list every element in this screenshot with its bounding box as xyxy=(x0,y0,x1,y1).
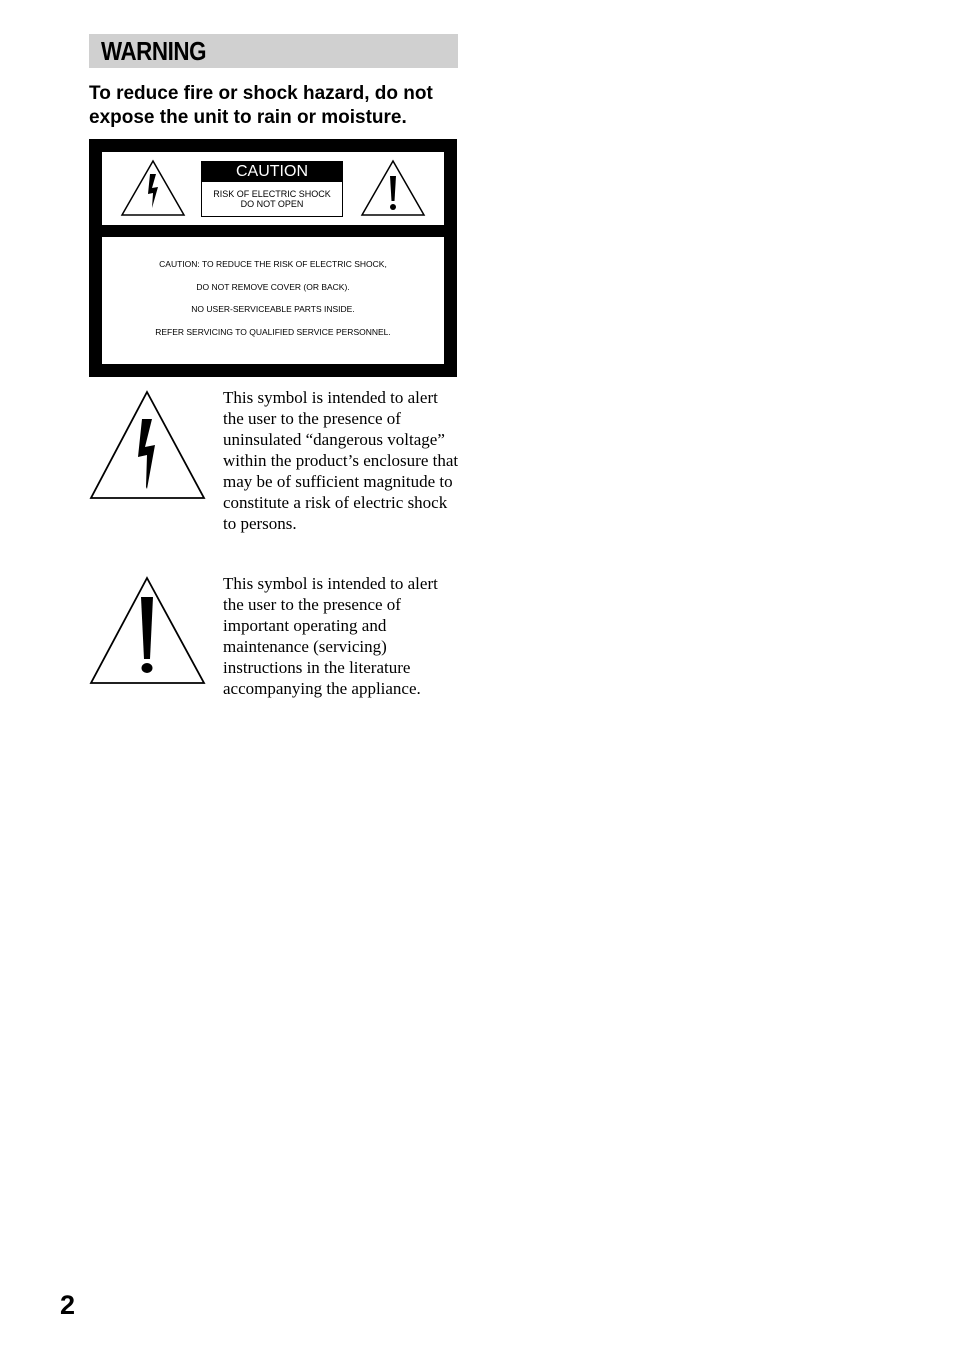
caution-label-title: CAUTION xyxy=(202,162,342,182)
caution-panel-bottom xyxy=(102,237,444,364)
caution-sub-line-2: DO NOT OPEN xyxy=(240,199,304,209)
caution-sub-line-1: RISK OF ELECTRIC SHOCK xyxy=(213,189,331,199)
lightning-triangle-icon xyxy=(119,158,187,218)
page-number: 2 xyxy=(60,1290,76,1320)
lightning-triangle-icon xyxy=(89,389,207,501)
symbol-description-exclamation xyxy=(89,573,469,703)
warning-header-bar xyxy=(89,34,458,68)
caution-panel xyxy=(89,139,457,377)
lightning-symbol-description: This symbol is intended to alert the user to the presence of uninsulated “dangerous voltage” within the product’s enclosure that may be of sufficient magnitude to constitute a risk of electric shock to persons. xyxy=(223,388,459,533)
warning-title: WARNING xyxy=(101,36,207,66)
exclamation-symbol-description: This symbol is intended to alert the user to the presence of important operating and maintenance (servicing) instructions in the literature accompanying the appliance. xyxy=(223,574,438,698)
caution-label xyxy=(201,161,343,217)
caution-line: CAUTION: TO REDUCE THE RISK OF ELECTRIC SHOCK, xyxy=(159,259,387,269)
exclamation-triangle-icon xyxy=(359,158,427,218)
caution-line: REFER SERVICING TO QUALIFIED SERVICE PERSONNEL. xyxy=(155,327,391,337)
hazard-heading: To reduce fire or shock hazard, do not expose the unit to rain or moisture. xyxy=(89,83,433,128)
caution-line: DO NOT REMOVE COVER (OR BACK). xyxy=(196,282,350,292)
exclamation-triangle-icon xyxy=(89,575,207,687)
caution-panel-top xyxy=(102,152,444,225)
symbol-description-lightning xyxy=(89,387,469,557)
caution-label-subtext xyxy=(202,182,342,209)
caution-line: NO USER-SERVICEABLE PARTS INSIDE. xyxy=(191,304,355,314)
